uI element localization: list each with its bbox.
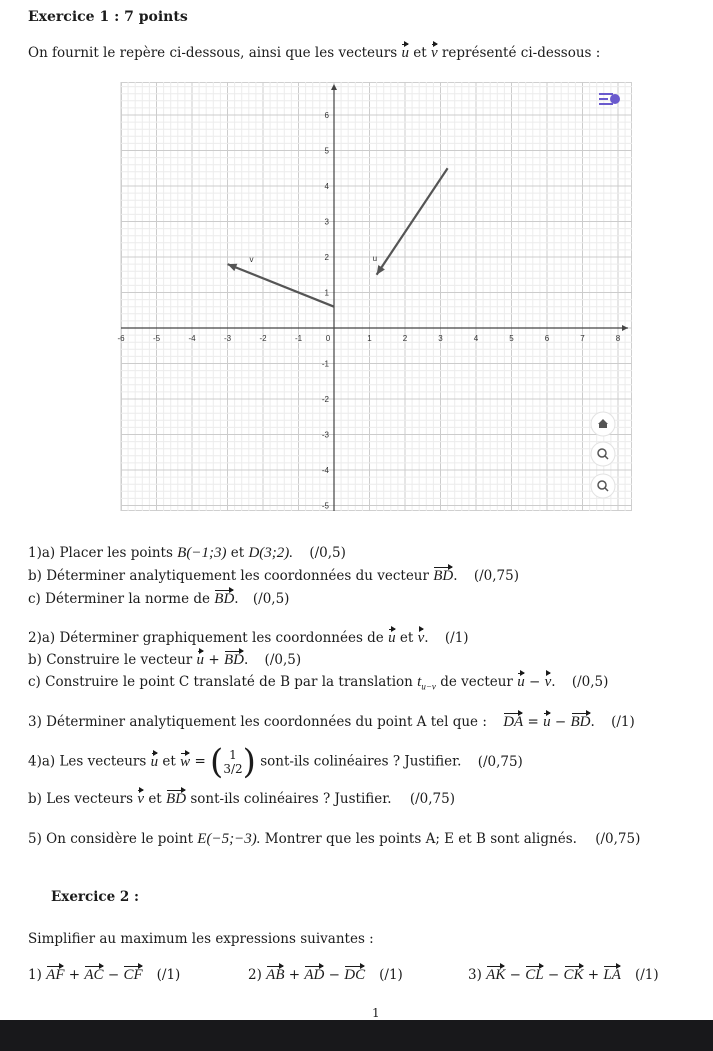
x-tick-label: 5	[509, 334, 514, 343]
x-tick-label: 0	[325, 334, 331, 343]
operator: −	[543, 967, 564, 983]
vector-BD: BD	[214, 591, 235, 607]
q1b-points: (/0,75)	[473, 568, 519, 584]
y-tick-label: 2	[324, 253, 329, 262]
x-tick-label: -2	[259, 334, 267, 343]
operator: −	[324, 967, 345, 983]
x-tick-label: -4	[188, 334, 196, 343]
operator: −	[505, 967, 526, 983]
q2b-points: (/0,5)	[264, 652, 302, 668]
translation-subscript: u−v	[421, 681, 436, 692]
vector-v: v	[137, 791, 145, 807]
vector-LA: LA	[603, 967, 621, 983]
vector-u: u	[401, 45, 409, 61]
exercise1-title: Exercice 1 : 7 points	[28, 9, 188, 25]
vector-BD: BD	[223, 652, 244, 668]
vector-AD: AD	[304, 967, 325, 983]
q1a	[28, 545, 346, 562]
q4b-et: et	[148, 791, 162, 807]
footer-bar	[0, 1020, 713, 1051]
q4b-points: (/0,75)	[409, 791, 455, 807]
q4a-equals: =	[194, 753, 206, 770]
zoom-in-icon[interactable]	[591, 442, 615, 466]
vector-CL: CL	[525, 967, 544, 983]
q5-text: Montrer que les points A; E et B sont alignés.	[264, 831, 577, 847]
x-tick-label: 4	[473, 334, 479, 343]
exercise2-item-number: 2)	[248, 967, 267, 983]
vector-w-components	[223, 748, 242, 776]
x-tick-label: 1	[367, 334, 372, 343]
translation-t: t	[417, 674, 422, 690]
y-tick-label: 3	[324, 217, 329, 227]
x-tick-label: -3	[223, 334, 232, 343]
q3-equals: =	[527, 714, 539, 730]
vector-u: u	[150, 753, 159, 770]
q5-points: (/0,75)	[595, 831, 641, 847]
graph-grid	[121, 82, 632, 511]
q2c-label: c) Construire le point C translaté de B par la translation	[28, 674, 413, 690]
q4a-et: et	[162, 753, 176, 770]
q1a-and: et	[230, 545, 245, 561]
vector-u: u	[388, 630, 396, 646]
exercise2-title: Exercice 2 :	[51, 889, 139, 905]
q1c: c) Déterminer la norme de BD. (/0,5)	[28, 591, 290, 607]
q4a-label: 4)a) Les vecteurs	[28, 753, 147, 770]
y-tick-label: 1	[324, 288, 329, 298]
home-icon[interactable]	[591, 412, 615, 436]
exercise2-item-number: 1)	[28, 967, 47, 983]
q3: 3) Déterminer analytiquement les coordonnées du point A tel que : DA = u − BD. (/1)	[28, 714, 635, 730]
vector-CF: CF	[123, 967, 143, 983]
vector-BD: BD	[570, 714, 591, 730]
x-tick-label: -6	[117, 334, 125, 343]
vector-AK: AK	[486, 967, 506, 983]
x-tick-label: -1	[294, 334, 303, 343]
point-E: E(−5;−3).	[197, 831, 261, 847]
x-tick-label: 3	[438, 334, 443, 343]
x-tick-label: 2	[402, 334, 408, 343]
q5	[28, 831, 640, 848]
coordinate-graph	[117, 82, 632, 511]
q2a: 2)a) Déterminer graphiquement les coordonnées de u et v. (/1)	[28, 630, 469, 646]
vector-u: u	[543, 714, 551, 730]
q4a: 4)a) Les vecteurs u et w = ( 1 3/2) sont-ils colinéaires ? Justifier. (/0,75)	[28, 742, 523, 782]
exercise1-intro	[28, 45, 600, 62]
vector-CK: CK	[563, 967, 584, 983]
exercise2-item-number: 3)	[468, 967, 487, 983]
x-tick-label: 6	[544, 334, 550, 343]
exercise2-intro: Simplifier au maximum les expressions suivantes :	[28, 931, 374, 947]
y-tick-label: 5	[324, 146, 329, 156]
vector-AB: AB	[266, 967, 285, 983]
q2c-points: (/0,5)	[571, 674, 609, 690]
q2b: b) Construire le vecteur u + BD. (/0,5)	[28, 652, 302, 668]
exercise2-item-points: (/1)	[634, 967, 659, 983]
operator: +	[64, 967, 85, 983]
vector-BD: BD	[433, 568, 454, 584]
operator: −	[103, 967, 124, 983]
vector-v-label: v	[249, 255, 254, 265]
q3-points: (/1)	[611, 714, 635, 730]
vector-DA: DA	[503, 714, 524, 730]
q3-label: 3) Déterminer analytiquement les coordonnées du point A tel que :	[28, 714, 487, 730]
page-number: 1	[372, 1006, 380, 1020]
w-component-x: 1	[229, 748, 237, 762]
vector-w: w	[180, 753, 191, 770]
graph-axes	[121, 84, 628, 511]
vector-v: v	[430, 45, 438, 61]
q5-label: 5) On considère le point	[28, 831, 193, 847]
operator: +	[284, 967, 305, 983]
graph-vectors	[228, 168, 448, 306]
vector-AC: AC	[84, 967, 104, 983]
intro-and: et	[413, 45, 427, 61]
vector-DC: DC	[344, 967, 366, 983]
y-tick-label: -5	[321, 501, 329, 511]
exercise2-item	[248, 967, 403, 984]
point-B: B(−1;3)	[177, 545, 227, 561]
intro-text-after: représenté ci-dessous :	[441, 45, 601, 61]
operator: +	[583, 967, 604, 983]
q2c-minus: −	[528, 674, 541, 690]
exercise2-item	[468, 967, 659, 984]
exercise2-item	[28, 967, 180, 984]
q1c-points: (/0,5)	[252, 591, 290, 607]
vector-u-label: u	[372, 253, 378, 263]
q3-minus: −	[554, 714, 567, 730]
y-tick-label: -4	[321, 466, 329, 475]
vector-v: v	[417, 630, 425, 646]
q2a-label: 2)a) Déterminer graphiquement les coordonnées de	[28, 630, 384, 646]
vector-u: u	[196, 652, 205, 668]
y-tick-label: 6	[324, 111, 329, 120]
exercise2-item-points: (/1)	[379, 967, 403, 983]
y-tick-label: 4	[324, 182, 329, 191]
y-tick-label: -2	[321, 395, 329, 404]
vector-AF: AF	[46, 967, 65, 983]
vector-u: u	[517, 674, 525, 690]
q2c-de: de vecteur	[440, 674, 513, 690]
intro-text-before: On fournit le repère ci-dessous, ainsi que les vecteurs	[28, 45, 398, 61]
q2c: c) Construire le point C translaté de B par la translation $t_{u-v}$ de vecteur u − v. (/0,5)	[28, 674, 609, 692]
q4b-label: b) Les vecteurs	[28, 791, 134, 807]
y-tick-label: -1	[321, 359, 329, 369]
q1c-label: c) Déterminer la norme de	[28, 591, 210, 607]
q2b-plus: +	[208, 652, 220, 668]
q4b	[28, 791, 455, 808]
q2b-label: b) Construire le vecteur	[28, 652, 193, 668]
x-tick-label: 8	[615, 334, 621, 343]
q1a-points: (/0,5)	[309, 545, 346, 561]
q4a-points: (/0,75)	[477, 753, 523, 770]
q1a-label: 1)a) Placer les points	[28, 545, 173, 561]
zoom-out-icon[interactable]	[591, 474, 615, 498]
x-tick-label: 7	[580, 334, 585, 343]
y-tick-label: -3	[321, 430, 329, 440]
vector-BD: BD	[166, 791, 187, 807]
exercise2-item-points: (/1)	[156, 967, 181, 983]
q1b-label: b) Déterminer analytiquement les coordonnées du vecteur	[28, 568, 429, 584]
q2a-points: (/1)	[444, 630, 469, 646]
point-D: D(3;2).	[248, 545, 294, 561]
q2a-et: et	[399, 630, 414, 646]
q4b-text: sont-ils colinéaires ? Justifier.	[190, 791, 392, 807]
q4a-text: sont-ils colinéaires ? Justifier.	[260, 753, 462, 770]
graph-toolbar-icon[interactable]	[599, 93, 620, 105]
q1b: b) Déterminer analytiquement les coordonnées du vecteur BD. (/0,75)	[28, 568, 519, 584]
vector-v: v	[544, 674, 552, 690]
w-component-y: 3/2	[223, 762, 243, 776]
x-tick-label: -5	[152, 334, 161, 343]
